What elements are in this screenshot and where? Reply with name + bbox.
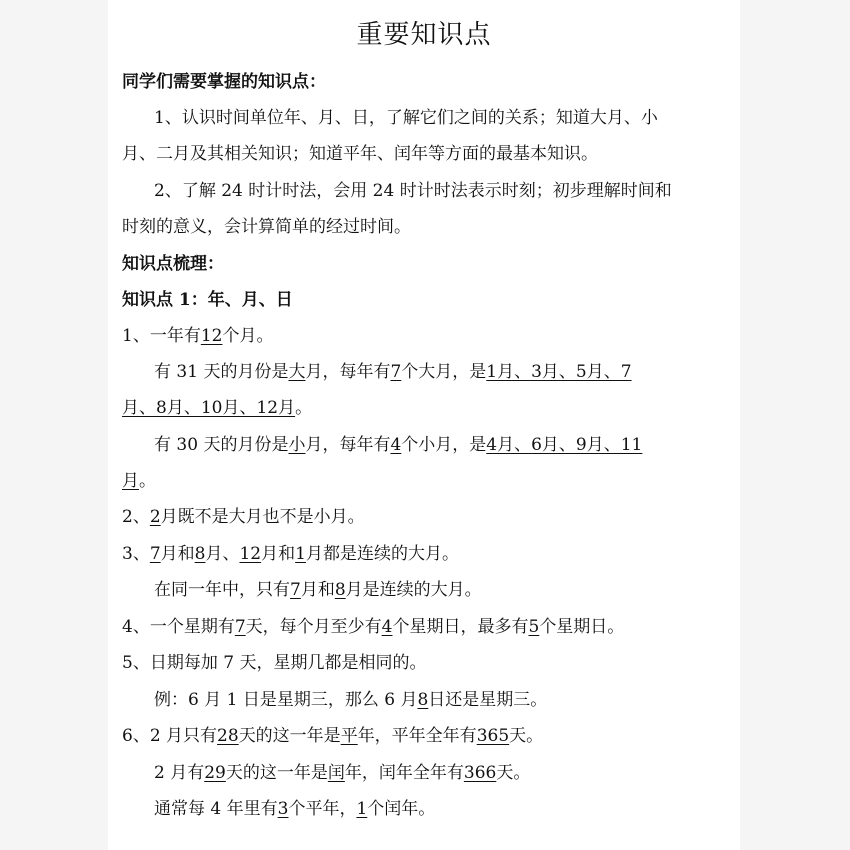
section-heading: 知识点梳理： xyxy=(122,254,224,274)
text: 3、 xyxy=(122,544,150,564)
list-item xyxy=(122,616,624,638)
answer: 12 xyxy=(239,544,262,564)
text: 有 30 天的月份是 xyxy=(154,435,289,455)
knowledge-point-heading: 知识点 1：年、月、日 xyxy=(122,290,293,310)
text: 1、一年有 xyxy=(122,326,201,346)
document-page xyxy=(108,0,740,850)
text: 个大月，是 xyxy=(401,362,487,382)
list-item xyxy=(122,725,543,747)
list-item xyxy=(154,579,482,601)
text: 。 xyxy=(139,471,156,491)
answer: 2 xyxy=(149,507,161,527)
text: 在同一年中，只有 xyxy=(154,580,290,600)
answer: 4 xyxy=(381,617,393,637)
answer: 3 xyxy=(277,799,289,819)
list-item xyxy=(122,325,273,347)
list-item xyxy=(154,434,642,456)
text: 日还是星期三。 xyxy=(428,690,548,710)
text: 月和 xyxy=(300,580,335,600)
list-item: 5、日期每加 7 天，星期几都是相同的。 xyxy=(122,653,427,673)
text: 天。 xyxy=(509,726,544,746)
text: 月和 xyxy=(160,544,195,564)
answer: 366 xyxy=(463,763,497,783)
text: 天的这一年是 xyxy=(225,763,328,783)
intro-paragraph-2-line-2: 时刻的意义，会计算简单的经过时间。 xyxy=(122,217,411,237)
answer: 28 xyxy=(217,726,239,746)
answer: 1 xyxy=(356,799,368,819)
answer: 1 xyxy=(295,544,306,564)
answer: 7 xyxy=(149,544,161,564)
list-item-continuation xyxy=(122,470,156,492)
list-item xyxy=(154,762,530,784)
text: 年，平年全年有 xyxy=(357,726,477,746)
answer: 12 xyxy=(200,326,223,346)
answer: 8 xyxy=(417,690,429,710)
text: 个星期日，最多有 xyxy=(392,617,529,637)
text: 月既不是大月也不是小月。 xyxy=(160,507,365,527)
answer: 大 xyxy=(288,362,306,382)
answer: 月 xyxy=(122,471,139,491)
text: 个星期日。 xyxy=(539,617,625,637)
answer: 4 xyxy=(390,435,402,455)
answer: 小 xyxy=(288,435,306,455)
answer: 4月、6月、9月、11 xyxy=(486,435,643,455)
text: 有 31 天的月份是 xyxy=(154,362,289,382)
text: 个小月，是 xyxy=(401,435,487,455)
text: 。 xyxy=(295,398,313,418)
list-item xyxy=(122,506,365,528)
list-item xyxy=(154,798,435,820)
text: 年，闰年全年有 xyxy=(344,763,464,783)
text: 通常每 4 年里有 xyxy=(154,799,278,819)
intro-heading: 同学们需要掌握的知识点： xyxy=(122,72,326,92)
page-title: 重要知识点 xyxy=(356,20,492,50)
text: 天的这一年是 xyxy=(238,726,341,746)
text: 2 月有 xyxy=(154,763,205,783)
text: 月，每年有 xyxy=(305,435,391,455)
answer: 7 xyxy=(290,580,301,600)
text: 天，每个月至少有 xyxy=(245,617,382,637)
answer: 月、8月、10月、12月 xyxy=(122,398,296,418)
text: 例：6 月 1 日是星期三，那么 6 月 xyxy=(154,690,418,710)
answer: 1月、3月、5月、7 xyxy=(486,362,632,382)
text: 个闰年。 xyxy=(367,799,436,819)
text: 月是连续的大月。 xyxy=(345,580,482,600)
text: 6、2 月只有 xyxy=(122,726,218,746)
text: 月，每年有 xyxy=(305,362,391,382)
answer: 平 xyxy=(340,726,358,746)
text: 个月。 xyxy=(222,326,274,346)
text: 个平年， xyxy=(288,799,357,819)
answer: 闰 xyxy=(327,763,345,783)
intro-paragraph-1-line-1: 1、认识时间单位年、月、日，了解它们之间的关系；知道大月、小 xyxy=(154,108,658,128)
list-item xyxy=(122,543,459,565)
answer: 8 xyxy=(194,544,206,564)
list-item xyxy=(154,361,632,383)
text: 月都是连续的大月。 xyxy=(305,544,459,564)
list-item-continuation xyxy=(122,397,312,419)
answer: 7 xyxy=(390,362,402,382)
intro-paragraph-2-line-1: 2、了解 24 时计时法，会用 24 时计时法表示时刻；初步理解时间和 xyxy=(154,181,672,201)
answer: 365 xyxy=(476,726,510,746)
answer: 29 xyxy=(204,763,226,783)
answer: 7 xyxy=(234,617,246,637)
list-item xyxy=(154,689,547,711)
text: 月、 xyxy=(205,544,240,564)
answer: 8 xyxy=(334,580,346,600)
text: 月和 xyxy=(261,544,296,564)
text: 2、 xyxy=(122,507,150,527)
intro-paragraph-1-line-2: 月、二月及其相关知识；知道平年、闰年等方面的最基本知识。 xyxy=(122,144,598,164)
text: 天。 xyxy=(496,763,531,783)
text: 4、一个星期有 xyxy=(122,617,235,637)
answer: 5 xyxy=(528,617,540,637)
